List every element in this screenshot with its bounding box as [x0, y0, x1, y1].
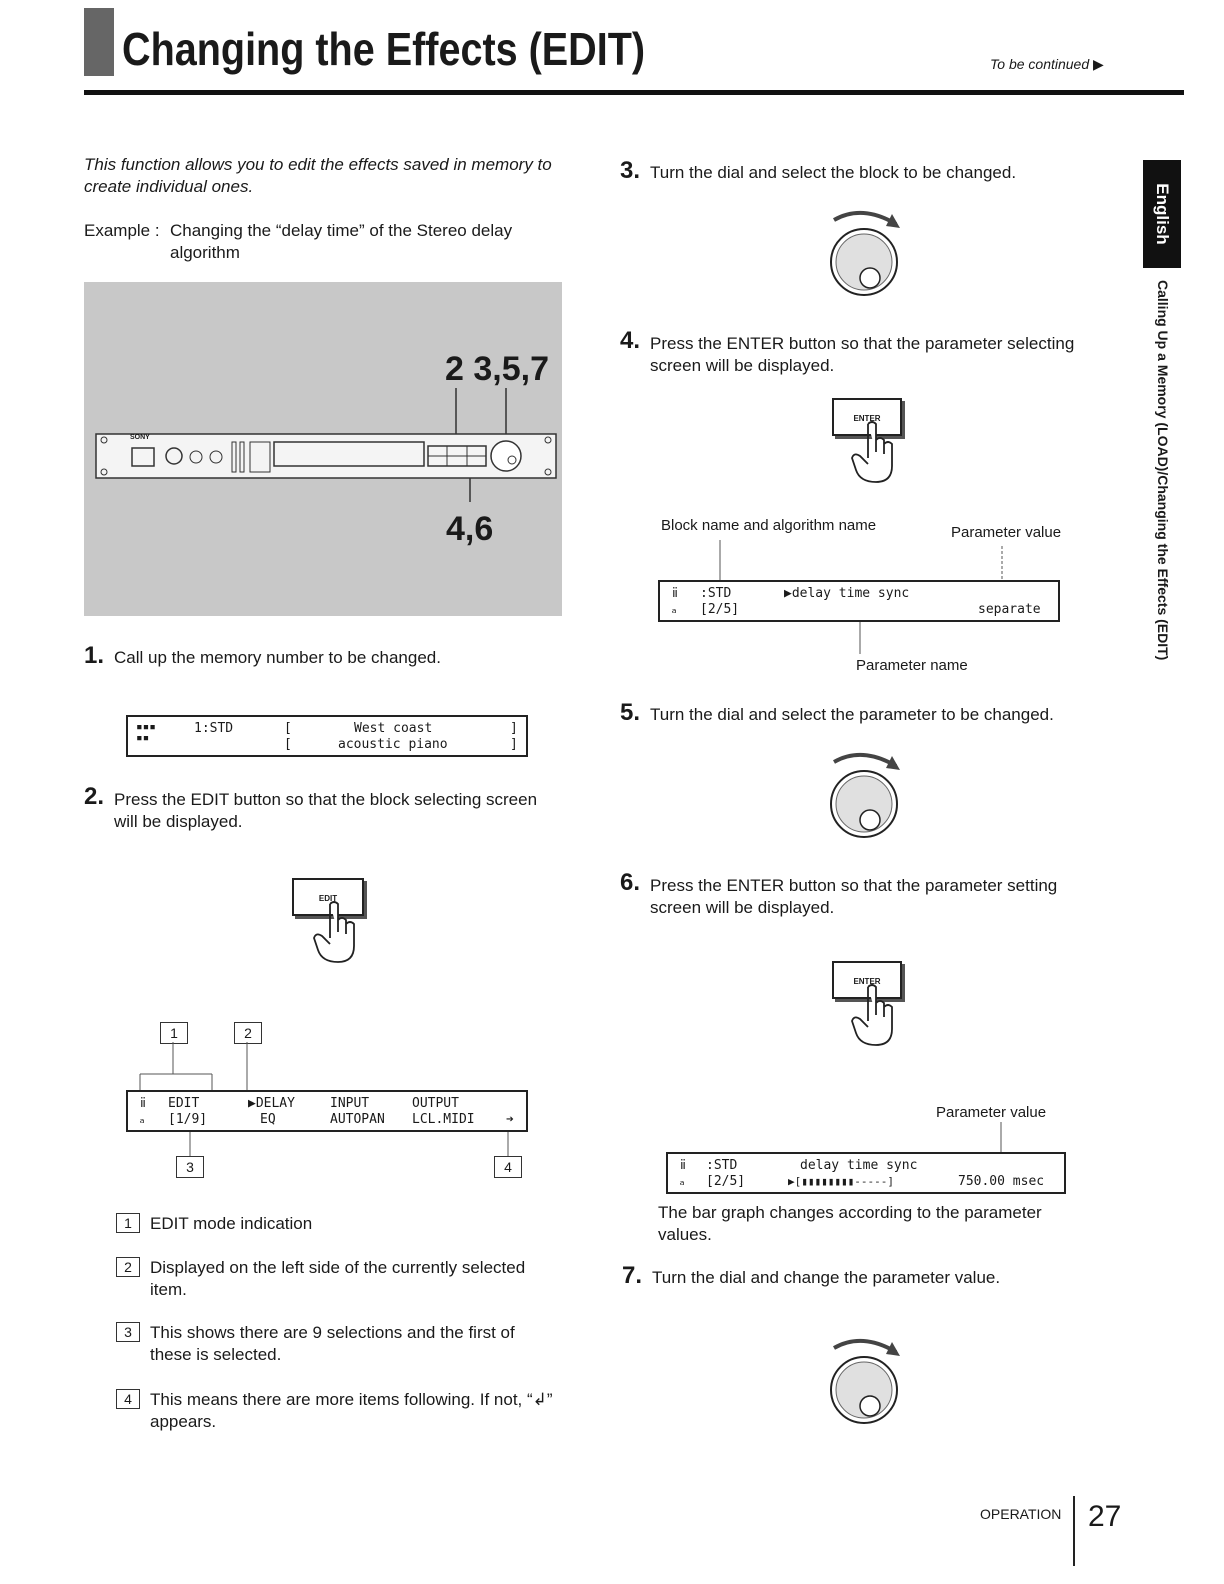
lcd4-param-value: 750.00 msec	[958, 1174, 1045, 1189]
page-title: Changing the Effects (EDIT)	[122, 23, 646, 75]
language-tab	[1143, 160, 1181, 268]
step-7	[622, 1262, 1122, 1289]
dial-icon	[826, 1332, 906, 1432]
lcd4-bar-graph: ▶[▮▮▮▮▮▮▮▮-----]	[788, 1175, 894, 1188]
step-6-text: Press the ENTER button so that the parameter setting screen will be displayed.	[650, 876, 1058, 917]
continued-note	[990, 56, 1104, 73]
label-parameter-value-2: Parameter value	[936, 1104, 1047, 1121]
lcd3-block: :STD	[700, 586, 732, 601]
title-accent-bar	[84, 8, 114, 76]
callout-3: 3	[176, 1156, 204, 1178]
note-2	[116, 1257, 556, 1301]
label-block-name: Block name and algorithm name	[661, 517, 877, 534]
step-1	[84, 642, 564, 669]
step-4-number: 4.	[620, 327, 641, 354]
callout-2: 2	[234, 1022, 262, 1044]
step-5-number: 5.	[620, 699, 641, 726]
lcd-icon-bottom: ₐ	[138, 1112, 146, 1127]
lcd-edit-input: INPUT	[330, 1096, 370, 1111]
label-parameter-name: Parameter name	[856, 657, 968, 674]
step-2	[84, 783, 564, 833]
lcd-edit-output: OUTPUT	[412, 1096, 459, 1111]
edit-button-label: EDIT	[318, 894, 338, 903]
note-2-text: Displayed on the left side of the currently selected item.	[150, 1258, 526, 1299]
lcd3-count: [2/5]	[700, 602, 740, 617]
device-label-top: 2 3,5,7	[445, 350, 549, 388]
header-rule	[84, 90, 1184, 95]
lcd-memory-name-1: West coast	[354, 721, 433, 736]
intro-text: This function allows you to edit the effects saved in memory to create individual ones.	[84, 155, 552, 196]
note-3-number: 3	[116, 1322, 140, 1342]
footer-section: OPERATION	[980, 1506, 1062, 1522]
note-3-text: This shows there are 9 selections and the first of these is selected.	[150, 1323, 515, 1364]
device-label-bottom: 4,6	[446, 510, 494, 548]
note-1-text: EDIT mode indication	[150, 1214, 313, 1233]
enter-button-label: ENTER	[853, 414, 881, 423]
lcd-edit-eq: EQ	[260, 1112, 276, 1127]
step-5	[620, 699, 1120, 726]
lcd-bracket-close-2: ]	[510, 737, 518, 752]
lcd-edit-autopan: AUTOPAN	[330, 1112, 385, 1127]
note-3	[116, 1322, 556, 1366]
note-4-number: 4	[116, 1389, 140, 1409]
step-4-text: Press the ENTER button so that the parameter selecting screen will be displayed.	[650, 334, 1075, 375]
step-3-number: 3.	[620, 157, 641, 184]
step-5-text: Turn the dial and select the parameter to be changed.	[650, 705, 1054, 724]
step-1-text: Call up the memory number to be changed.	[114, 648, 441, 667]
language-tab-label: English	[1153, 183, 1172, 245]
step-7-number: 7.	[622, 1262, 643, 1289]
lcd3-param-name: ▶delay time sync	[784, 586, 910, 601]
lcd-bracket-open-2: [	[284, 737, 292, 752]
lcd3-param-value: separate	[978, 602, 1041, 617]
lcd-memory-display	[126, 715, 528, 757]
device-front-panel	[94, 384, 560, 504]
label-parameter-value: Parameter value	[951, 524, 1062, 541]
lcd-parameter-setting-display	[666, 1152, 1066, 1194]
step-6	[620, 869, 1120, 919]
page-number: 27	[1088, 1500, 1122, 1533]
pointing-hand-icon	[846, 981, 906, 1051]
step-6-number: 6.	[620, 869, 641, 896]
lcd-icon-top: ⅱ	[140, 1096, 146, 1111]
lcd-edit-mode: EDIT	[168, 1096, 200, 1111]
pointing-hand-icon	[308, 898, 368, 968]
lcd-icon-top: ⅱ	[672, 586, 678, 601]
lcd-bracket-open: [	[284, 721, 292, 736]
note-2-number: 2	[116, 1257, 140, 1277]
pointing-hand-icon	[846, 418, 906, 488]
lcd-memory-number: 1:STD	[194, 721, 234, 736]
note-1-number: 1	[116, 1213, 140, 1233]
section-side-label	[1146, 280, 1180, 700]
note-1	[116, 1213, 556, 1235]
lcd-bracket-close: ]	[510, 721, 518, 736]
example-label: Example :	[84, 221, 160, 240]
lcd-edit-delay: ▶DELAY	[248, 1096, 295, 1111]
lcd-edit-display	[126, 1090, 528, 1132]
step-2-number: 2.	[84, 783, 105, 810]
lcd-edit-count: [1/9]	[168, 1112, 208, 1127]
lcd-icon-bottom: ₐ	[678, 1174, 686, 1189]
dial-icon	[826, 746, 906, 846]
step-2-text: Press the EDIT button so that the block selecting screen will be displayed.	[114, 790, 538, 831]
lcd-icon-top: ⅱ	[680, 1158, 686, 1173]
lcd4-count: [2/5]	[706, 1174, 746, 1189]
lcd-edit-lclmidi: LCL.MIDI	[412, 1112, 475, 1127]
lcd-parameter-select-display	[658, 580, 1060, 622]
callout-1: 1	[160, 1022, 188, 1044]
note-4	[116, 1389, 556, 1433]
arrow-right-icon: ▶	[1093, 56, 1104, 72]
step-3	[620, 157, 1120, 184]
lcd-more-arrow-icon: ➔	[506, 1112, 514, 1127]
enter-button-label: ENTER	[853, 977, 881, 986]
step-3-text: Turn the dial and select the block to be changed.	[650, 163, 1017, 182]
step-1-number: 1.	[84, 642, 105, 669]
callout-4: 4	[494, 1156, 522, 1178]
footer-divider	[1073, 1496, 1075, 1566]
lcd-memory-name-2: acoustic piano	[338, 737, 448, 752]
note-4-text: This means there are more items following. If not, “↲” appears.	[150, 1390, 553, 1431]
section-side-text: Calling Up a Memory (LOAD)/Changing the Effects (EDIT)	[1155, 280, 1171, 661]
dial-icon	[826, 204, 906, 304]
step-4	[620, 327, 1120, 377]
example-text: Changing the “delay time” of the Stereo delay algorithm	[170, 221, 513, 262]
bar-graph-caption: The bar graph changes according to the parameter values.	[658, 1203, 1042, 1244]
example	[84, 220, 564, 264]
step-7-text: Turn the dial and change the parameter value.	[652, 1268, 1001, 1287]
lcd-memory-icon: ▪▪▪ ▪▪	[136, 720, 156, 744]
lcd4-param-name: delay time sync	[800, 1158, 918, 1173]
continued-text: To be continued	[990, 56, 1090, 72]
lcd-icon-bottom: ₐ	[670, 602, 678, 617]
device-brand: SONY	[130, 434, 150, 441]
lcd4-block: :STD	[706, 1158, 738, 1173]
